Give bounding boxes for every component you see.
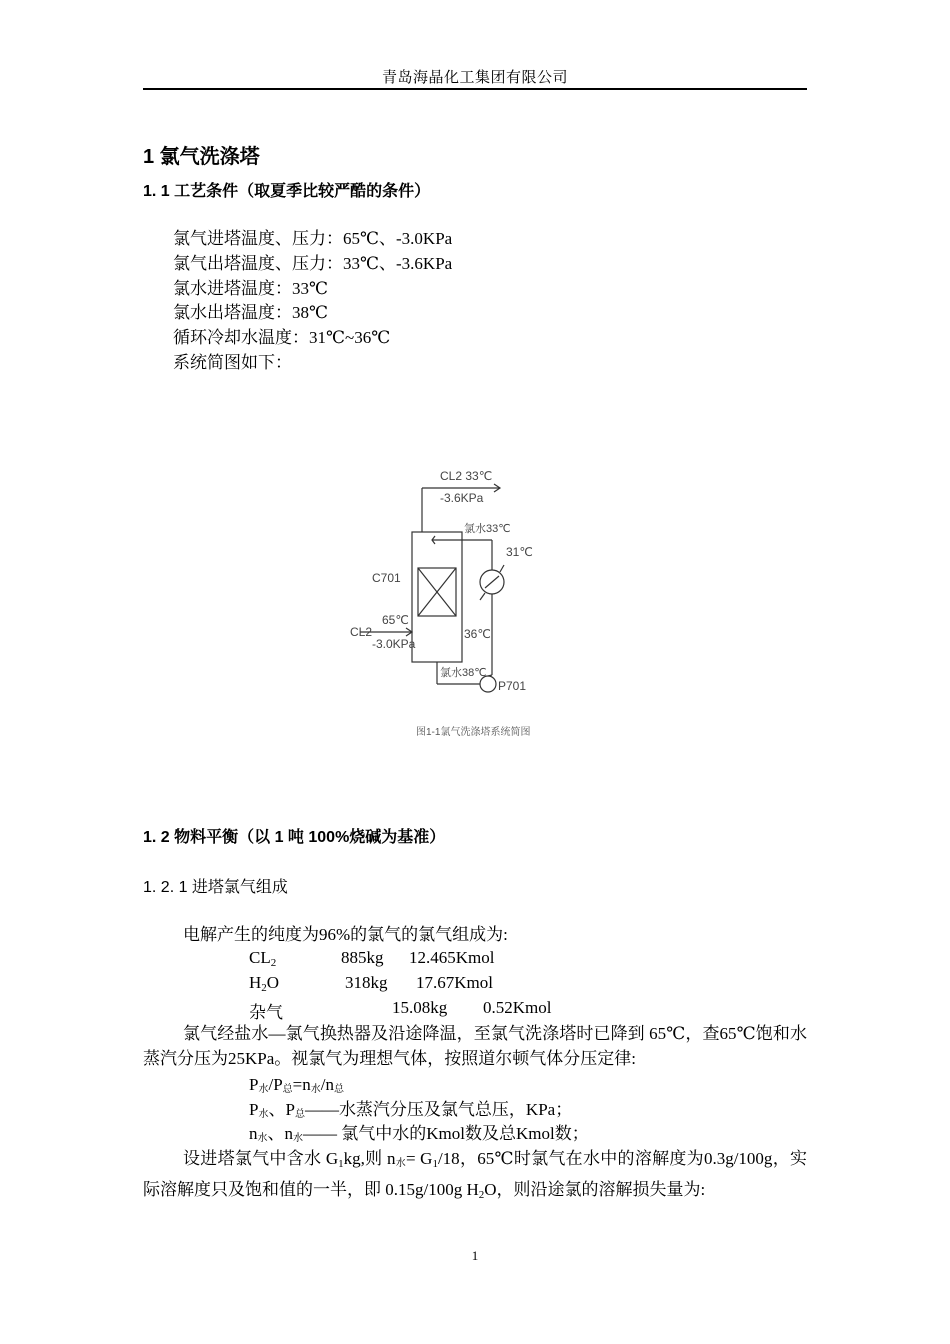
process-flow-diagram: [340, 460, 540, 750]
section-title: 1 氯气洗涤塔: [143, 146, 260, 168]
component-mass: 885kg: [341, 948, 384, 967]
condition-line: 氯水出塔温度：38℃: [173, 303, 329, 322]
subsubsection-title-chlorine-composition: 1. 2. 1 进塔氯气组成: [143, 879, 288, 896]
paragraph-dalton: 氯气经盐水—氯气换热器及沿途降温，至氯气洗涤塔时已降到 65℃，查65℃饱和水蒸汽分压为25KPa。视氯气为理想气体，按照道尔顿气体分压定律:: [143, 1024, 807, 1068]
component-kmol: 0.52Kmol: [483, 998, 552, 1017]
definition-moles: n水、n水—— 氯气中水的Kmol数及总Kmol数；: [249, 1124, 589, 1144]
label-pump: P701: [498, 679, 527, 693]
component-name: 杂气: [249, 1003, 283, 1022]
label-cl2-out: CL2 33℃: [440, 469, 493, 483]
label-tower: C701: [372, 571, 401, 585]
component-name: $H_2O$: [249, 973, 280, 994]
paragraph-solubility: 设进塔氯气中含水 $G_1kg$,则 n水= $G_1/18$，65℃时氯气在水中的溶解度为0.3g/100g，实际溶解度只及饱和值的一半，即 0.15g/100g $H_2O$，则沿途氯的溶解损失量为:: [143, 1149, 807, 1201]
figure-caption: 图1-1氯气洗涤塔系统简图: [416, 727, 531, 738]
condition-line: 氯气进塔温度、压力：65℃、-3.0KPa: [173, 229, 453, 248]
label-cl2-in: CL2: [350, 625, 373, 639]
page-number: 1: [471, 1248, 479, 1263]
label-cooling-water-out: 36℃: [464, 627, 491, 641]
label-cooling-water-in: 31℃: [506, 545, 533, 559]
page-header: 青岛海晶化工集团有限公司: [381, 70, 568, 86]
component-kmol: 17.67Kmol: [416, 973, 493, 992]
component-mass: 15.08kg: [392, 998, 448, 1017]
condition-line: 系统简图如下：: [173, 353, 292, 372]
component-name: $CL_2$: [249, 948, 277, 969]
condition-line: 循环冷却水温度：31℃~36℃: [173, 328, 391, 347]
label-water-out: 氯水38℃: [440, 667, 487, 679]
label-water-in: 氯水33℃: [464, 523, 511, 535]
component-mass: 318kg: [345, 973, 388, 992]
subsection-title-material-balance: 1. 2 物料平衡（以 1 吨 100%烧碱为基准）: [143, 829, 446, 846]
tower-shell: [412, 532, 462, 662]
component-kmol: 12.465Kmol: [409, 948, 495, 967]
subsection-title-process-conditions: 1. 1 工艺条件（取夏季比较严酷的条件）: [143, 183, 431, 200]
definition-pressures: P水、P总——水蒸汽分压及氯气总压，KPa；: [249, 1100, 573, 1120]
header-rule: [143, 88, 807, 90]
formula-dalton-law: P水/P总=n水/n总: [249, 1075, 344, 1095]
label-cl2-in-temp: 65℃: [382, 613, 409, 627]
label-cl2-out-pressure: -3.6KPa: [440, 491, 484, 505]
condition-line: 氯水进塔温度：33℃: [173, 279, 329, 298]
label-cl2-in-pressure: -3.0KPa: [372, 637, 416, 651]
intro-paragraph: 电解产生的纯度为96%的氯气的氯气组成为:: [183, 925, 508, 944]
condition-line: 氯气出塔温度、压力：33℃、-3.6KPa: [173, 254, 453, 273]
